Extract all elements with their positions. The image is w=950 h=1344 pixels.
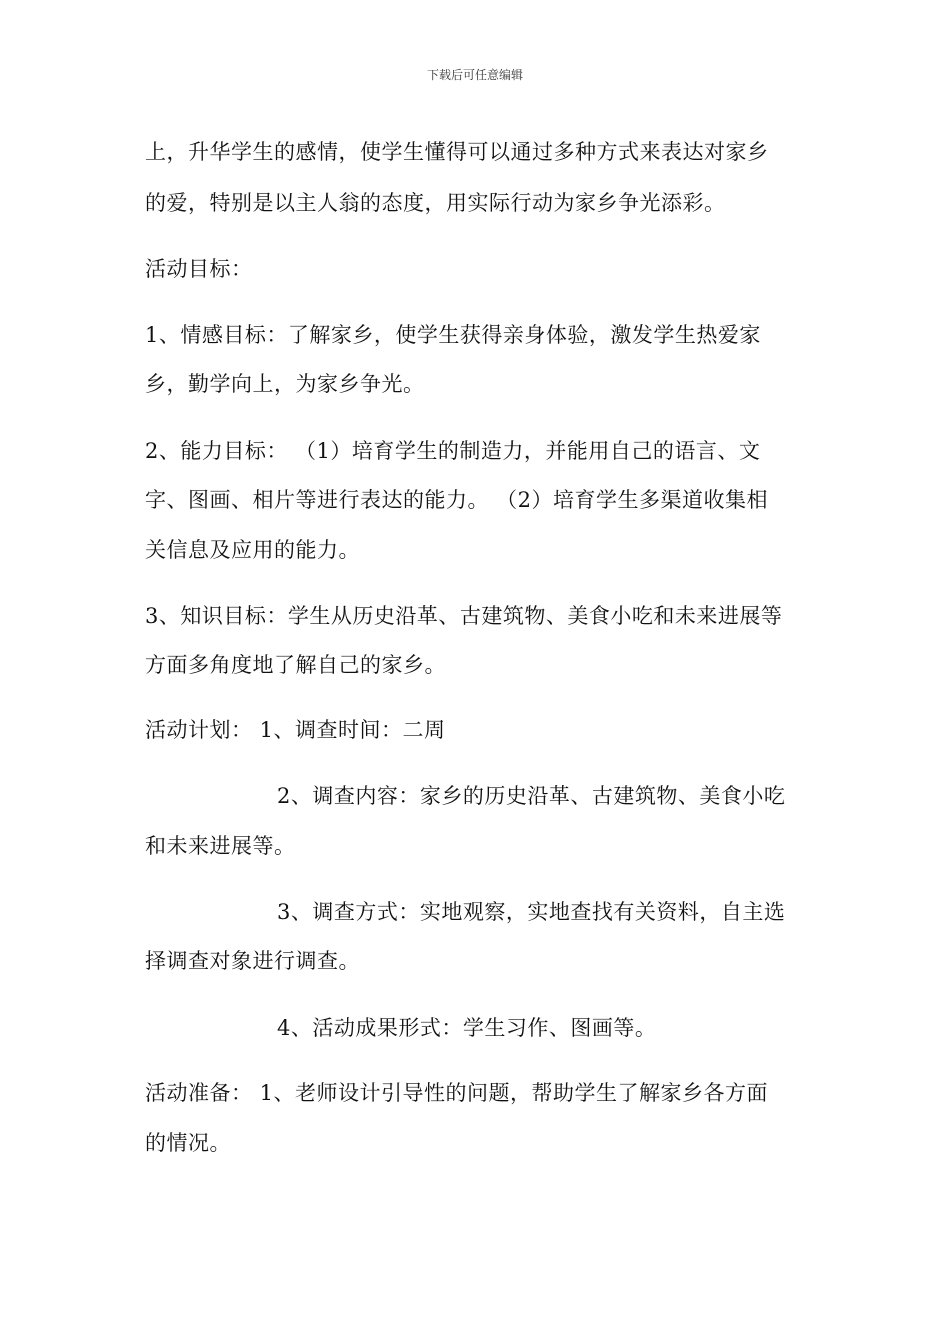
body-line: 方面多角度地了解自己的家乡。 (145, 653, 446, 677)
body-line: 择调查对象进行调查。 (145, 949, 360, 973)
body-line: 和未来进展等。 (145, 834, 296, 858)
body-line: 关信息及应用的能力。 (145, 538, 360, 562)
body-line: 3、知识目标：学生从历史沿革、古建筑物、美食小吃和未来进展等 (145, 604, 783, 628)
body-line: 上，升华学生的感情，使学生懂得可以通过多种方式来表达对家乡 (145, 140, 769, 164)
section-heading-plan: 活动计划： 1、调查时间：二周 (145, 718, 446, 742)
body-line: 1、情感目标：了解家乡，使学生获得亲身体验，激发学生热爱家 (145, 323, 761, 347)
body-line: 2、能力目标： （1）培育学生的制造力，并能用自己的语言、文 (145, 439, 761, 463)
body-line: 的爱，特别是以主人翁的态度，用实际行动为家乡争光添彩。 (145, 191, 726, 215)
page-header: 下载后可任意编辑 (426, 68, 523, 82)
section-heading-goals: 活动目标： (145, 257, 253, 281)
body-line-indented: 3、调查方式：实地观察，实地查找有关资料，自主选 (277, 900, 786, 924)
body-line: 的情况。 (145, 1131, 231, 1155)
body-line: 字、图画、相片等进行表达的能力。 （2）培育学生多渠道收集相 (145, 488, 769, 512)
body-line: 乡，勤学向上，为家乡争光。 (145, 372, 425, 396)
body-line-indented: 4、活动成果形式：学生习作、图画等。 (277, 1016, 657, 1040)
body-line-indented: 2、调查内容：家乡的历史沿革、古建筑物、美食小吃 (277, 784, 786, 808)
section-heading-prep: 活动准备： 1、老师设计引导性的问题，帮助学生了解家乡各方面 (145, 1081, 769, 1105)
